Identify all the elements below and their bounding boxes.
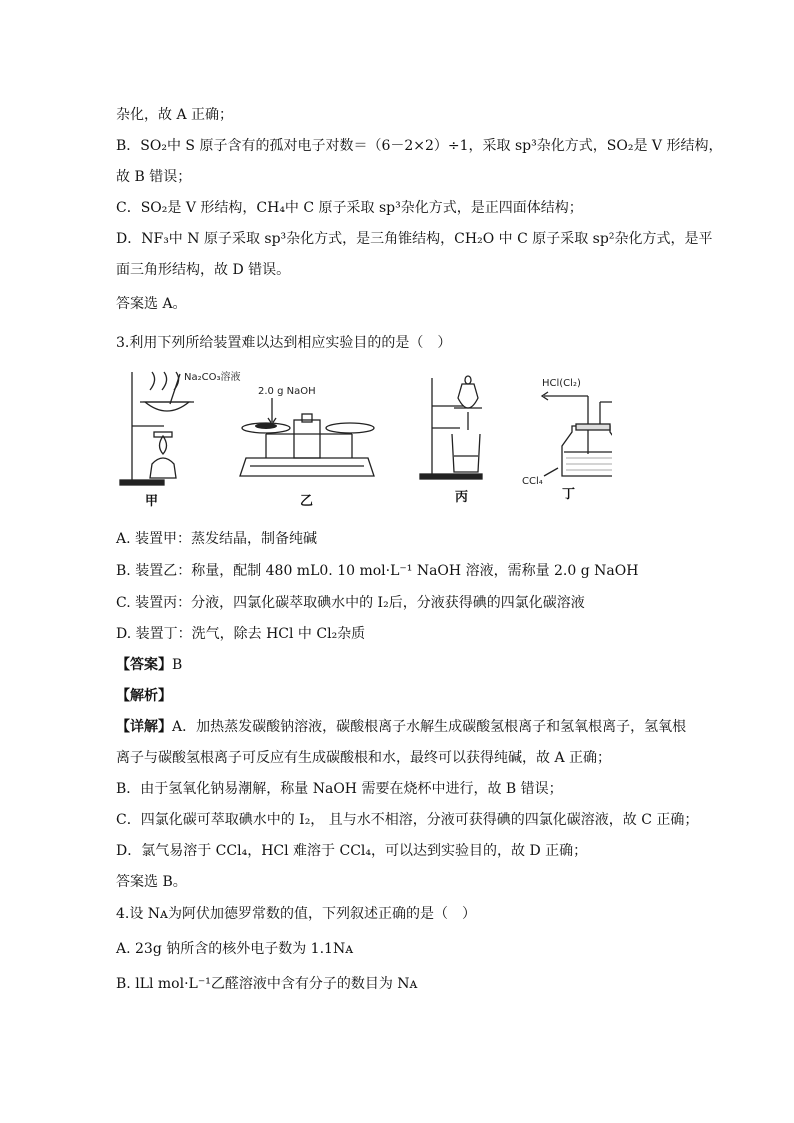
line-prev-1: 杂化，故 A 正确；: [116, 107, 234, 123]
caption-jia: 甲: [145, 494, 159, 509]
line-prev-2: B．SO₂中 S 原子含有的孤对电子对数＝（6－2×2）÷1，采取 sp³杂化方式，SO₂是 V 形结构，: [116, 138, 723, 154]
detail-line-5: D．氯气易溶于 CCl₄，HCl 难溶于 CCl₄，可以达到实验目的，故 D 正确；: [116, 843, 588, 859]
question-3-stem: 3.利用下列所给装置难以达到相应实验目的的是（ ）: [116, 335, 452, 351]
caption-bing: 丙: [455, 490, 469, 505]
apparatus-yi: [240, 398, 374, 476]
apparatus-ding: [542, 392, 612, 476]
line-prev-3: 故 B 错误；: [116, 169, 192, 185]
liquid-hatching-ding: [566, 458, 612, 470]
question-4-stem: 4.设 Nᴀ为阿伏加德罗常数的值，下列叙述正确的是（ ）: [116, 906, 476, 922]
caption-ding: 丁: [562, 487, 576, 502]
apparatus-bing: [420, 376, 482, 479]
answer-tag: 【答案】: [116, 657, 172, 673]
answer-value: B: [172, 657, 183, 673]
final-answer: 答案选 B。: [116, 874, 187, 890]
apparatus-jia: [120, 372, 194, 485]
detail-text-1: A．加热蒸发碳酸钠溶液，碳酸根离子水解生成碳酸氢根离子和氢氧根离子，氢氧根: [172, 719, 687, 735]
option-d: D. 装置丁：洗气，除去 HCl 中 Cl₂杂质: [116, 626, 366, 642]
caption-yi: 乙: [300, 494, 314, 509]
label-naoh: 2.0 g NaOH: [258, 386, 316, 397]
detail-line-1: [116, 718, 686, 736]
option-a: A. 装置甲：蒸发结晶，制备纯碱: [116, 531, 318, 547]
detail-tag: 【详解】: [116, 719, 172, 735]
label-hcl-cl2: HCl(Cl₂): [542, 378, 581, 389]
apparatus-figure: [112, 368, 612, 510]
label-ccl4: CCl₄: [522, 476, 543, 487]
answer-line: [116, 656, 182, 674]
line-prev-4: C．SO₂是 V 形结构，CH₄中 C 原子采取 sp³杂化方式，是正四面体结构；: [116, 200, 583, 216]
answer-prev: 答案选 A。: [116, 296, 187, 312]
option-b: B. 装置乙：称量，配制 480 mL0. 10 mol·L⁻¹ NaOH 溶液，需称量 2.0 g NaOH: [116, 563, 639, 579]
label-na2co3: Na₂CO₃溶液: [184, 372, 241, 383]
detail-line-3: B．由于氢氧化钠易潮解，称量 NaOH 需要在烧杯中进行，故 B 错误；: [116, 781, 563, 797]
detail-line-2: 离子与碳酸氢根离子可反应有生成碳酸根和水，最终可以获得纯碱，故 A 正确；: [116, 750, 612, 766]
analysis-tag: 【解析】: [116, 688, 172, 704]
q4-option-b: B. lLl mol·L⁻¹乙醛溶液中含有分子的数目为 Nᴀ: [116, 976, 418, 992]
q4-option-a: A. 23g 钠所含的核外电子数为 1.1Nᴀ: [116, 941, 354, 957]
detail-line-4: C．四氯化碳可萃取碘水中的 I₂， 且与水不相溶，分液可获得碘的四氯化碳溶液，故 C 正确；: [116, 812, 699, 828]
naoh-on-pan: [255, 423, 277, 429]
line-prev-5: D．NF₃中 N 原子采取 sp³杂化方式，是三角锥结构，CH₂O 中 C 原子采取 sp²杂化方式，是平: [116, 231, 713, 247]
line-prev-6: 面三角形结构，故 D 错误。: [116, 262, 291, 278]
option-c: C. 装置丙：分液，四氯化碳萃取碘水中的 I₂后，分液获得碘的四氯化碳溶液: [116, 595, 585, 611]
